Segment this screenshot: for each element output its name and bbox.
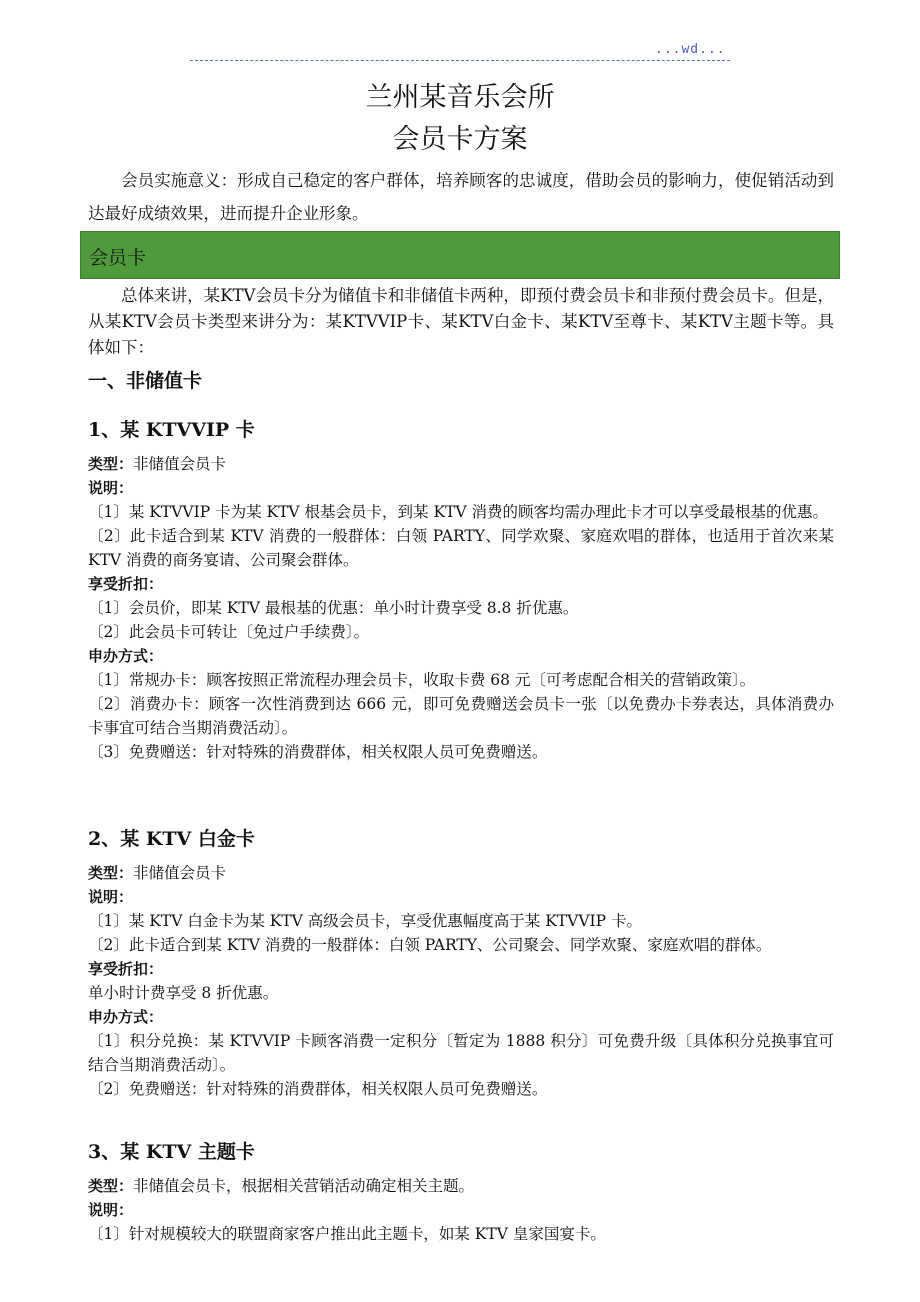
- desc-label: 说明：: [88, 479, 134, 497]
- card1-apply-1: 〔1〕常规办卡：顾客按照正常流程办理会员卡，收取卡费 68 元〔可考虑配合相关的营销政策〕。: [88, 671, 756, 689]
- card2-title: 2、某 KTV 白金卡: [88, 828, 255, 850]
- band-label: 会员卡: [89, 247, 147, 269]
- card1-discount-1: 〔1〕会员价，即某 KTV 最根基的优惠：单小时计费享受 8.8 折优惠。: [88, 599, 579, 617]
- desc-label: 说明：: [88, 1201, 134, 1219]
- card2-desc-2: 〔2〕此卡适合到某 KTV 消费的一般群体：白领 PARTY、公司聚会、同学欢聚、家庭欢唱的群体。: [88, 936, 772, 954]
- card2-apply-2: 〔2〕免费赠送：针对特殊的消费群体，相关权限人员可免费赠送。: [88, 1080, 548, 1098]
- document-title: 兰州某音乐会所: [365, 82, 555, 113]
- card3-type-row: [88, 1174, 834, 1198]
- card1-type: 非储值会员卡: [133, 455, 227, 473]
- apply-label: 申办方式：: [88, 647, 164, 665]
- intro-text: 会员实施意义：形成自己稳定的客户群体，培养顾客的忠诚度，借助会员的影响力，使促销活动到达最好成绩效果，进而提升企业形象。: [88, 171, 834, 223]
- card2-desc-1: 〔1〕某 KTV 白金卡为某 KTV 高级会员卡，享受优惠幅度高于某 KTVVIP 卡。: [88, 912, 643, 930]
- card1-apply-3: 〔3〕免费赠送：针对特殊的消费群体，相关权限人员可免费赠送。: [88, 743, 548, 761]
- overview-text: 总体来讲，某KTV会员卡分为储值卡和非储值卡两种，即预付费会员卡和非预付费会员卡。但是，从某KTV会员卡类型来讲分为：某KTVVIP卡、某KTV白金卡、某KTV至尊卡、某KTV主题卡等。具体如下：: [88, 286, 834, 357]
- card1-type-row: [88, 452, 834, 476]
- overview-paragraph: [88, 283, 834, 361]
- section-band: [80, 231, 840, 279]
- card1-desc-2: 〔2〕此卡适合到某 KTV 消费的一般群体：白领 PARTY、同学欢聚、家庭欢唱的群体，也适用于首次来某 KTV 消费的商务宴请、公司聚会群体。: [88, 527, 834, 569]
- type-label: 类型：: [88, 455, 134, 473]
- card2-block: [88, 861, 834, 1101]
- type-label: 类型：: [88, 1177, 134, 1195]
- card2-discount-1: 单小时计费享受 8 折优惠。: [88, 984, 279, 1002]
- card3-title: 3、某 KTV 主题卡: [88, 1141, 255, 1163]
- desc-label: 说明：: [88, 888, 134, 906]
- card1-discount-2: 〔2〕此会员卡可转让〔免过户手续费〕。: [88, 623, 370, 641]
- card1-title: 1、某 KTVVIP 卡: [88, 419, 255, 441]
- intro-paragraph: [88, 164, 834, 230]
- section-heading-non-stored: 一、非储值卡: [88, 370, 203, 392]
- card2-type: 非储值会员卡: [133, 864, 227, 882]
- card2-type-row: [88, 861, 834, 885]
- apply-label: 申办方式：: [88, 1008, 164, 1026]
- card3-type: 非储值会员卡，根据相关营销活动确定相关主题。: [133, 1177, 475, 1195]
- discount-label: 享受折扣：: [88, 575, 164, 593]
- card1-block: [88, 452, 834, 764]
- card1-apply-2: 〔2〕消费办卡：顾客一次性消费到达 666 元，即可免费赠送会员卡一张〔以免费办卡券表达，具体消费办卡事宜可结合当期消费活动〕。: [88, 695, 834, 737]
- card2-apply-1: 〔1〕积分兑换：某 KTVVIP 卡顾客消费一定积分〔暂定为 1888 积分〕可免费升级〔具体积分兑换事宜可结合当期消费活动〕。: [88, 1032, 834, 1074]
- card3-desc-1: 〔1〕针对规模较大的联盟商家客户推出此主题卡，如某 KTV 皇家国宴卡。: [88, 1225, 606, 1243]
- discount-label: 享受折扣：: [88, 960, 164, 978]
- header-rule: [190, 60, 730, 61]
- header-mark: ...wd...: [655, 42, 726, 57]
- card3-block: [88, 1174, 834, 1246]
- document-subtitle: 会员卡方案: [392, 124, 528, 155]
- card1-desc-1: 〔1〕某 KTVVIP 卡为某 KTV 根基会员卡，到某 KTV 消费的顾客均需办理此卡才可以享受最根基的优惠。: [88, 503, 829, 521]
- type-label: 类型：: [88, 864, 134, 882]
